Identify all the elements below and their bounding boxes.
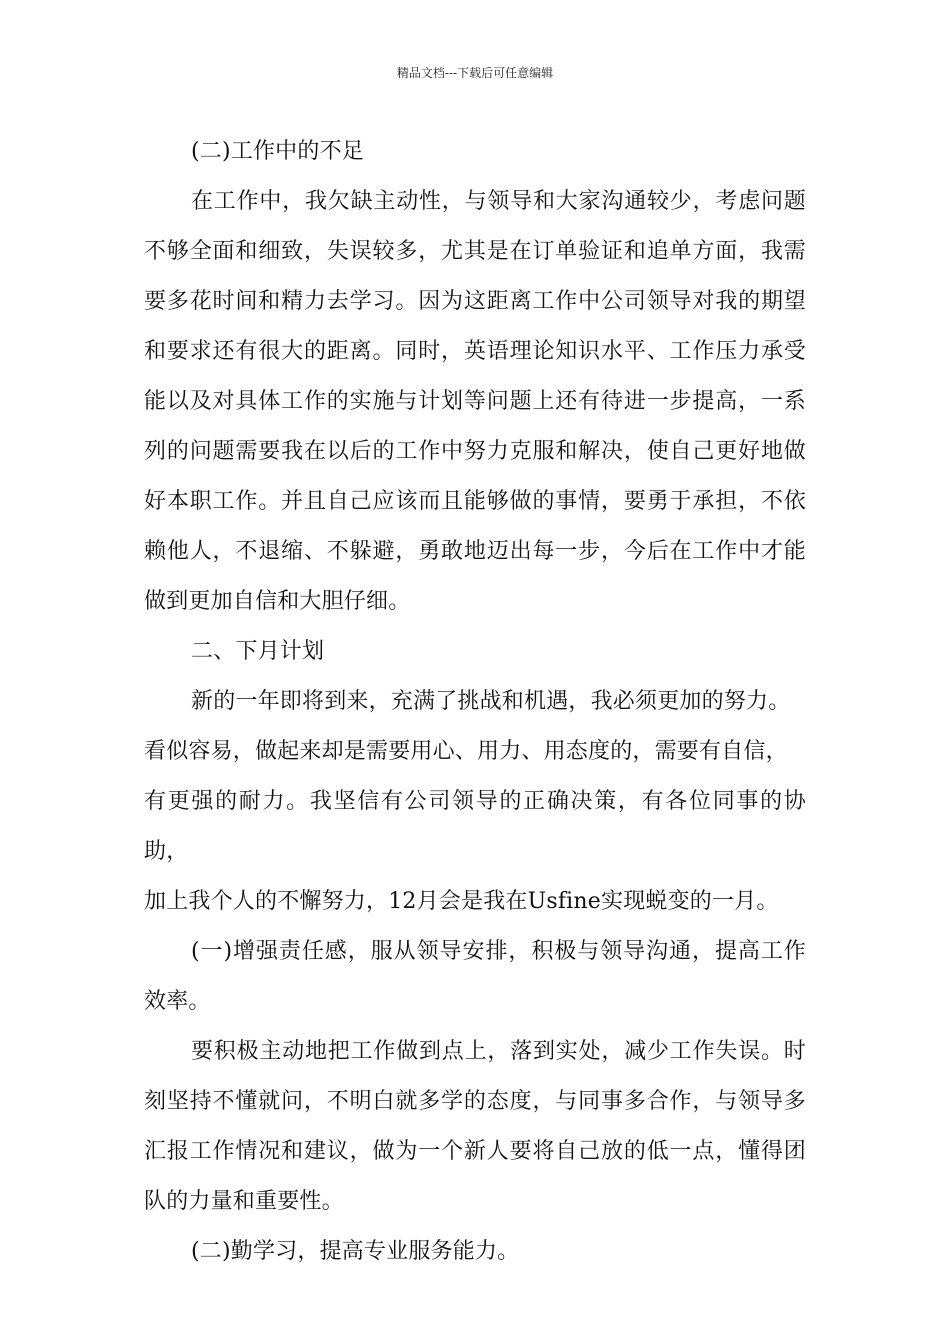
section-heading-next-month-plan: 二、下月计划	[191, 639, 325, 664]
page-header: 精品文档---下载后可任意编辑	[396, 66, 554, 80]
paragraph-plan-line-4: 加上我个人的不懈努力，12月会是我在Usfine实现蜕变的一月。	[144, 889, 779, 914]
paragraph-plan-line-2: 看似容易，做起来却是需要用心、用力、用态度的，需要有自信，	[144, 739, 788, 764]
paragraph-shortcomings: 在工作中，我欠缺主动性，与领导和大家沟通较少，考虑问题不够全面和细致，失误较多，尤其是在订单验证和追单方面，我需要多花时间和精力去学习。因为这距离工作中公司领导对我的期望和要求还有很大的距离。同时，英语理论知识水平、工作压力承受能以及对具体工作的实施与计划等问题上还有待进一步提高，一系列的问题需要我在以后的工作中努力克服和解决，使自己更好地做好本职工作。并且自己应该而且能够做的事情，要勇于承担，不依赖他人，不退缩、不躲避，勇敢地迈出每一步，今后在工作中才能做到更加自信和大胆仔细。	[144, 189, 806, 614]
subheading-responsibility: (一)增强责任感，服从领导安排，积极与领导沟通，提高工作效率。	[144, 939, 806, 1014]
section-heading-shortcomings: (二)工作中的不足	[191, 139, 364, 164]
paragraph-plan-line-1: 新的一年即将到来，充满了挑战和机遇，我必须更加的努力。	[191, 689, 791, 714]
paragraph-plan-line-3: 有更强的耐力。我坚信有公司领导的正确决策，有各位同事的协助，	[144, 789, 806, 864]
paragraph-responsibility: 要积极主动地把工作做到点上，落到实处，减少工作失误。时刻坚持不懂就问，不明白就多学的态度，与同事多合作，与领导多汇报工作情况和建议，做为一个新人要将自己放的低一点，懂得团队的力量和重要性。	[144, 1039, 806, 1214]
subheading-study: (二)勤学习，提高专业服务能力。	[191, 1239, 520, 1264]
document-body	[144, 127, 806, 1277]
